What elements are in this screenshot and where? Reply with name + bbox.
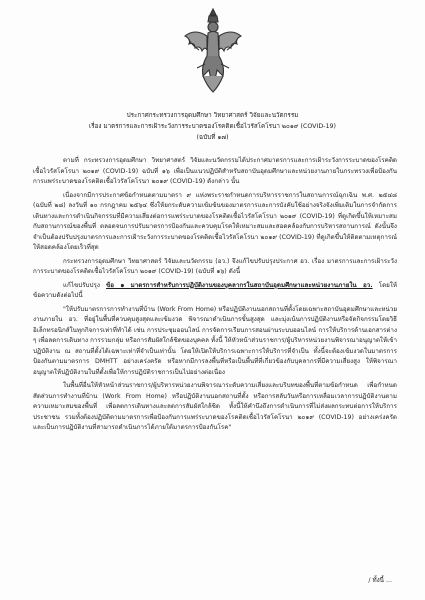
paragraph-amendment-clause (33, 281, 397, 302)
paragraph-amendment-intro: กระทรวงการอุดมศึกษา วิทยาศาสตร์ วิจัยและนวัตกรรม (อว.) จึงแก้ไขปรับปรุงประกาศ อว. เรื่อง มาตรการและการเฝ้าระวังการระบาดของโรคติดเชื้อไวรัสโคโรนา ๒๐๑๙ (COVID-19) (ฉบับที่ ๑๖) ดังนี้ (33, 257, 397, 275)
paragraph-work-from-home: "ให้ปรับมาตรการการทำงานที่บ้าน (Work From Home) หรือปฏิบัติงานนอกสถานที่ตั้งโดยเฉพาะสถาบันอุดมศึกษาและหน่วยงานภายใน อว. ที่อยู่ในพื้นที่ควบคุมสูงสุดและเข้มงวด พิจารณาดำเนินการขั้นสูงสุด และมุ่งเน้นการปฏิบัติงานหรือจัดกิจกรรมโดยวิธีอิเล็กทรอนิกส์ในทุกกิจการเท่าที่ทำได้ เช่น การประชุมออนไลน์ การจัดการเรียนการสอนผ่านระบบออนไลน์ การให้บริการด้านเอกสารต่าง ๆ เพื่อลดการเดินทาง การรวมกลุ่ม หรือการสัมผัสใกล้ชิดของบุคคล ทั้งนี้ ให้หัวหน้าส่วนราชการ/ผู้บริหารหน่วยงานพิจารณาอนุญาตให้เข้าปฏิบัติงาน ณ สถานที่ตั้งได้เฉพาะเท่าที่จำเป็นเท่านั้น โดยให้เปิดให้บริการเฉพาะการให้บริการที่จำเป็น ทั้งนี้จะต้องเข้มงวดในมาตรการป้องกันตามมาตรการ DMHTT อย่างเคร่งครัด หรือหากมีการลงพื้นที่หรือเป็นพื้นที่ที่เกี่ยวข้องกับบุคลากรที่มีความเสี่ยงสูง ให้พิจารณาอนุญาตให้ปฏิบัติงานในที่ตั้งเพื่อให้การปฏิบัติราชการเป็นไปอย่างต่อเนื่อง (33, 305, 397, 376)
document-body (33, 156, 397, 437)
header-line-subject: เรื่อง มาตรการและการเฝ้าระวังการระบาดของโรคติดเชื้อไวรัสโคโรนา ๒๐๑๙ (COVID-19) (89, 123, 336, 130)
paragraph-reason: เนื่องจากมีการประกาศข้อกำหนดตามมาตรา ๙ แห่งพระราชกำหนดการบริหารราชการในสถานการณ์ฉุกเฉิน พ.ศ. ๒๕๔๘ (ฉบับที่ ๒๘) ลงวันที่ ๑๐ กรกฎาคม ๒๕๖๔ ซึ่งให้ยกระดับความเข้มข้นของมาตรการและการบังคับใช้อย่างจริงจังเพิ่มเติมในการจำกัดการเดินทางและการดำเนินกิจกรรมที่มีความเสี่ยงต่อการแพร่ระบาดของโรคติดเชื้อไวรัสโคโรนา ๒๐๑๙ (COVID-19) ที่ดูเกิดขึ้นให้เหมาะสมกับสถานการณ์ของพื้นที่ ตลอดจนการปรับมาตรการป้องกันและควบคุมโรคให้เหมาะสมและสอดคล้องกับการบริหารสถานการณ์ ดังนั้นจึงจำเป็นต้องปรับปรุงมาตรการและการเฝ้าระวังการระบาดของโรคติดเชื้อไวรัสโคโรนา ๒๐๑๙ (COVID-19) ที่ดูเกิดขึ้นให้ติดตามเหตุการณ์ให้สอดคล้องโดยเร็วที่สุด (33, 191, 397, 251)
paragraph-other-areas: ในพื้นที่อื่นให้หัวหน้าส่วนราชการ/ผู้บริหารหน่วยงานพิจารณาระดับความเสี่ยงและบริบทของพื้นที่ตามข้อกำหนด เพื่อกำหนดสัดส่วนการทำงานที่บ้าน (Work From Home) หรือปฏิบัติงานนอกสถานที่ตั้ง หรือการสลับวันหรือการเหลื่อมเวลาการปฏิบัติงานตามความเหมาะสมของพื้นที่ เพื่อลดการเดินทางและลดการสัมผัสใกล้ชิด ทั้งนี้ให้คำนึงถึงการดำเนินการที่ไม่ส่งผลกระทบต่อการให้บริการประชาชน รวมทั้งต้องปฏิบัติตามมาตรการเพื่อป้องกันการแพร่ระบาดของโรคติดเชื้อไวรัสโคโรนา ๒๐๑๙ (COVID-19) อย่างเคร่งครัด และเป็นการปฏิบัติงานที่สามารถดำเนินการได้ภายใต้มาตรการป้องกันโรค" (33, 382, 397, 431)
clause-tail-text: โดยให้ข้อความดังต่อไปนี้ (33, 281, 397, 299)
header-line-ministry: ประกาศกระทรวงการอุดมศึกษา วิทยาศาสตร์ วิจัยและนวัตกรรม (126, 112, 299, 119)
clause-title: ข้อ ๑ มาตรการสำหรับการปฏิบัติงานของบุคลากรในสถาบันอุดมศึกษาและหน่วยงานภายใน อว. (106, 281, 373, 289)
paragraph-background: ตามที่ กระทรวงการอุดมศึกษา วิทยาศาสตร์ วิจัยและนวัตกรรมได้ประกาศมาตรการและการเฝ้าระวังการระบาดของโรคติดเชื้อไวรัสโคโรนา ๒๐๑๙ (COVID-19) ฉบับที่ ๑๖ เพื่อเป็นแนวปฏิบัติสำหรับสถาบันอุดมศึกษาและหน่วยงานภายในกระทรวงเพื่อป้องกันการแพร่ระบาดของโรคติดเชื้อไวรัสโคโรนา ๒๐๑๙ (COVID-19) ดังกล่าว นั้น (33, 157, 397, 185)
continuation-marker: / ทั้งนี้ ... (368, 577, 392, 584)
clause-lead-text: แก้ไขปรับปรุง (63, 281, 100, 289)
header-line-issue-number: (ฉบับที่ ๑๗) (196, 134, 229, 141)
garuda-emblem-icon (181, 6, 245, 96)
